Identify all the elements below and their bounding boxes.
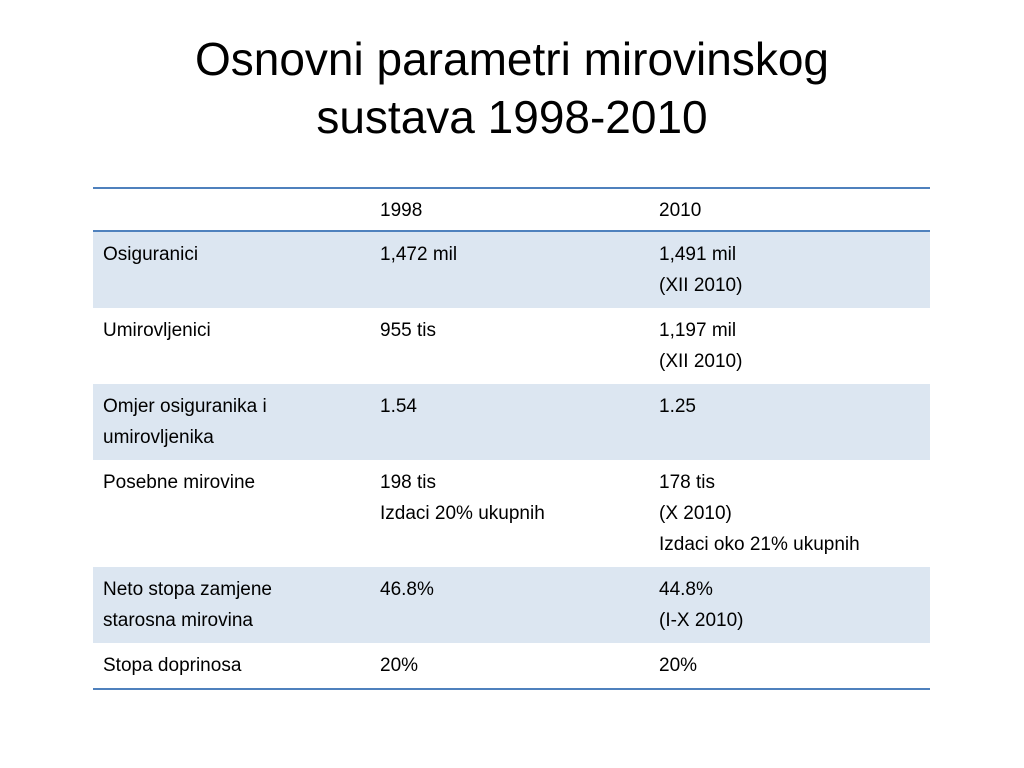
cell-text: (XII 2010): [659, 351, 743, 372]
cell-text: (XII 2010): [659, 275, 743, 296]
row-label-cell: [93, 460, 370, 567]
parameters-table: [93, 187, 930, 690]
value-1998-cell: [370, 460, 649, 567]
table-row: [93, 567, 930, 643]
cell-text: (I-X 2010): [659, 610, 744, 631]
cell-text: Omjer osiguranika i: [103, 396, 267, 417]
table-row: [93, 643, 930, 689]
cell-text: Neto stopa zamjene: [103, 579, 272, 600]
row-label-cell: [93, 308, 370, 384]
header-cell-parameter: [93, 188, 370, 231]
cell-text: Umirovljenici: [103, 320, 211, 341]
cell-text: 1,472 mil: [380, 244, 458, 265]
cell-text: 1,197 mil: [659, 320, 737, 341]
value-2010-cell: [649, 460, 930, 567]
row-label-cell: [93, 384, 370, 460]
row-label-cell: [93, 643, 370, 689]
cell-text: 1,491 mil: [659, 244, 737, 265]
cell-text: 178 tis: [659, 472, 715, 493]
table-row: [93, 384, 930, 460]
cell-text: 955 tis: [380, 320, 436, 341]
header-cell-1998: 1998: [370, 188, 649, 231]
value-1998-cell: [370, 643, 649, 689]
cell-text: 44.8%: [659, 579, 713, 600]
cell-text: starosna mirovina: [103, 610, 253, 631]
cell-text: Stopa doprinosa: [103, 655, 242, 676]
cell-text: Izdaci oko 21% ukupnih: [659, 534, 860, 555]
value-2010-cell: [649, 643, 930, 689]
cell-text: 20%: [659, 655, 698, 676]
row-label-cell: [93, 567, 370, 643]
row-label-cell: [93, 231, 370, 308]
cell-text: 198 tis: [380, 472, 436, 493]
cell-text: (X 2010): [659, 503, 732, 524]
cell-text: 1.54: [380, 396, 417, 417]
value-1998-cell: [370, 384, 649, 460]
value-1998-cell: [370, 567, 649, 643]
table-row: [93, 231, 930, 308]
cell-text: Posebne mirovine: [103, 472, 256, 493]
slide-title: [60, 30, 964, 146]
slide-title-line-1: Osnovni parametri mirovinskog: [194, 33, 829, 85]
cell-text: Izdaci 20% ukupnih: [380, 503, 545, 524]
header-cell-2010: 2010: [649, 188, 930, 231]
value-2010-cell: [649, 231, 930, 308]
value-1998-cell: [370, 308, 649, 384]
cell-text: 20%: [380, 655, 419, 676]
value-1998-cell: [370, 231, 649, 308]
table-row: [93, 460, 930, 567]
cell-text: Osiguranici: [103, 244, 199, 265]
value-2010-cell: [649, 567, 930, 643]
cell-text: 46.8%: [380, 579, 434, 600]
value-2010-cell: [649, 384, 930, 460]
table-header-row: [93, 188, 930, 231]
slide-title-line-2: sustava 1998-2010: [316, 91, 708, 143]
cell-text: 1.25: [659, 396, 696, 417]
cell-text: umirovljenika: [103, 427, 214, 448]
value-2010-cell: [649, 308, 930, 384]
table-row: [93, 308, 930, 384]
